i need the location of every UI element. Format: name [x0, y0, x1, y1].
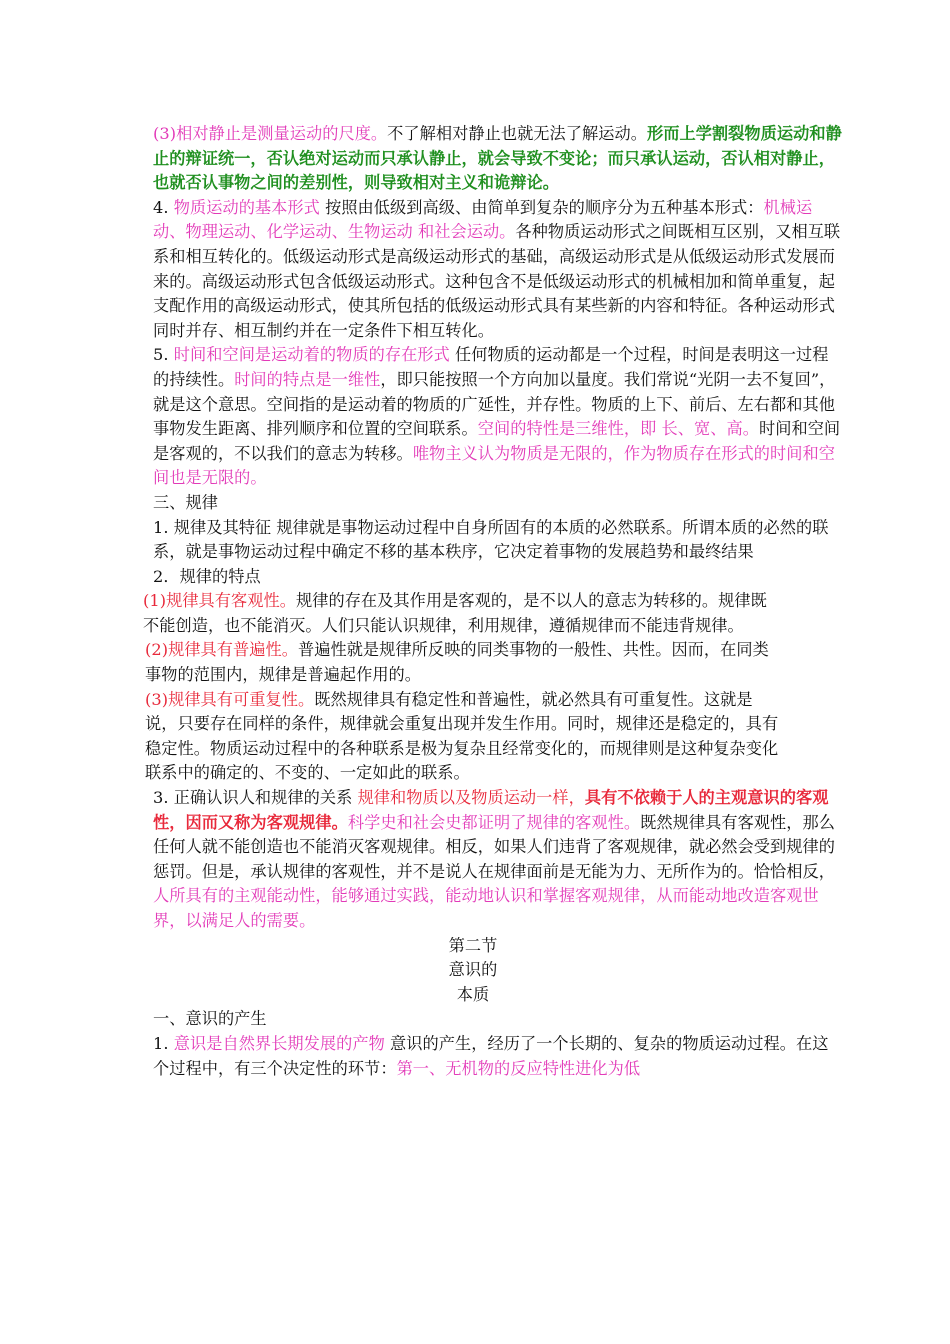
text-span: 物质运动的基本形式 [173, 197, 320, 217]
text-span: 4. [153, 197, 174, 217]
text-span: 形而上学割裂物质运动和静止的辩证统一，否认绝对运动而只承认静止，就会导致不变论；而只承认运动，否认相对静止，也就否认事物之间的差别性，则导致相对主义和诡辩论。 [153, 124, 842, 193]
para-consciousness-origin [153, 1032, 843, 1081]
text-span: (1)规律具有客观性。 [143, 591, 296, 611]
text-span: 不了解相对静止也就无法了解运动。 [387, 124, 647, 143]
section-heading-consciousness [153, 934, 793, 1008]
text-span: 意识是自然界长期发展的产物 [173, 1033, 385, 1053]
para-motion-forms [153, 196, 843, 344]
text-span: 具有不依赖于人的主观意识的客观性，因而又称为客观规律。 [153, 788, 829, 832]
text-span: 既然规律具有稳定性和普遍性，就必然具有可重复性。这就是说，只要存在同样的条件，规律就会重复出现并发生作用。同时，规律还是稳定的，具有稳定性。物质运动过程中的各种联系是极为复杂且经常变化的，而规律则是这种复杂变化联系中的确定的、不变的、一定如此的联系。 [145, 689, 779, 783]
para-law-definition [153, 516, 843, 565]
text-span: (2)规律具有普遍性。 [145, 640, 298, 660]
text-span: 规律和物质以及物质运动一样， [357, 788, 585, 808]
text-span: 意识的产生，经历了一个长期的、复杂的物质运动过程。在这个过程中，有三个决定性的环节： [153, 1033, 829, 1078]
text-span: ，即只能按照一个方向加以量度。我们常说“光阴一去不复回”，就是这个意思。空间指的是运动着的物质的广延性，并存性。物质的上下、前后、左右都和其他事物发生距离、排列顺序和位置的空间联系。 [153, 369, 836, 439]
text-span: 3. 正确认识人和规律的关系 [153, 788, 358, 808]
text-span: (3)相对静止是测量运动的尺度。 [153, 124, 388, 143]
text-span: 第一、无机物的反应特性进化为低 [396, 1058, 641, 1078]
text-span: 人所具有的主观能动性，能够通过实践，能动地认识和掌握客观规律，从而能动地改造客观世界，以满足人的需要。 [153, 886, 819, 930]
para-static-measure [153, 122, 843, 196]
text-span: 机械运动、物理运动、化学运动、生物运动 和社会运动。 [153, 197, 813, 242]
text-span: 既然规律具有客观性，那么任何人就不能创造也不能消灭客观规律。相反，如果人们违背了客观规律，就必然会受到规律的惩罚。但是，承认规律的客观性，并不是说人在规律面前是无能为力、无所作为的。恰恰相反， [153, 812, 835, 881]
text-span: 5. [153, 345, 174, 365]
para-law-repeatable [145, 688, 785, 786]
text-span: 空间的特性是三维性，即 长、宽、高。 [477, 419, 759, 439]
text-span: 规律的存在及其作用是客观的，是不以人的意志为转移的。规律既不能创造，也不能消灭。人们只能认识规律，利用规律，遵循规律而不能违背规律。 [143, 591, 767, 635]
heading-line: 意识的 [448, 960, 498, 980]
heading-line: 本质 [456, 984, 490, 1004]
text-span: (3)规律具有可重复性。 [145, 689, 315, 709]
section-heading-law [153, 491, 843, 516]
para-human-and-law [153, 786, 843, 934]
text-span: 时间和空间是客观的，不以我们的意志为转移。 [153, 419, 841, 463]
text-span: 普遍性就是规律所反映的同类事物的一般性、共性。因而，在同类事物的范围内，规律是普遍起作用的。 [145, 640, 769, 685]
para-law-features-title [153, 565, 843, 590]
heading-line: 第二节 [448, 935, 498, 955]
text-span: 时间的特点是一维性 [234, 369, 381, 389]
para-consciousness-origin-title [153, 1007, 843, 1032]
text-span: 一、意识的产生 [153, 1009, 267, 1029]
text-span: 唯物主义认为物质是无限的，作为物质存在形式的时间和空间也是无限的。 [153, 443, 835, 488]
para-time-space [153, 343, 843, 491]
text-span: 任何物质的运动都是一个过程，时间是表明这一过程的持续性。 [153, 345, 829, 389]
text-span: 三、规律 [153, 492, 218, 512]
text-span: 1. [153, 1033, 174, 1053]
text-span: 2．规律的特点 [153, 566, 261, 586]
text-span: 各种物质运动形式之间既相互区别，又相互联系和相互转化的。低级运动形式是高级运动形式的基础，高级运动形式是从低级运动形式发展而来的。高级运动形式包含低级运动形式。这种包含不是低级运动形式的机械相加和简单重复，起支配作用的高级运动形式，使其所包括的低级运动形式具有某些新的内容和特征。各种运动形式同时并存、相互制约并在一定条件下相互转化。 [153, 222, 841, 340]
text-span: 按照由低级到高级、由简单到复杂的顺序分为五种基本形式： [319, 197, 764, 217]
text-span: 科学史和社会史都证明了规律的客观性。 [347, 812, 641, 832]
document-page [143, 122, 843, 1081]
para-law-objective [143, 589, 783, 638]
text-span: 1. 规律及其特征 规律就是事物运动过程中自身所固有的本质的必然联系。所谓本质的必然的联系，就是事物运动过程中确定不移的基本秩序，它决定着事物的发展趋势和最终结果 [153, 517, 829, 562]
text-span: 时间和空间是运动着的物质的存在形式 [173, 345, 450, 365]
para-law-universal [145, 638, 785, 687]
